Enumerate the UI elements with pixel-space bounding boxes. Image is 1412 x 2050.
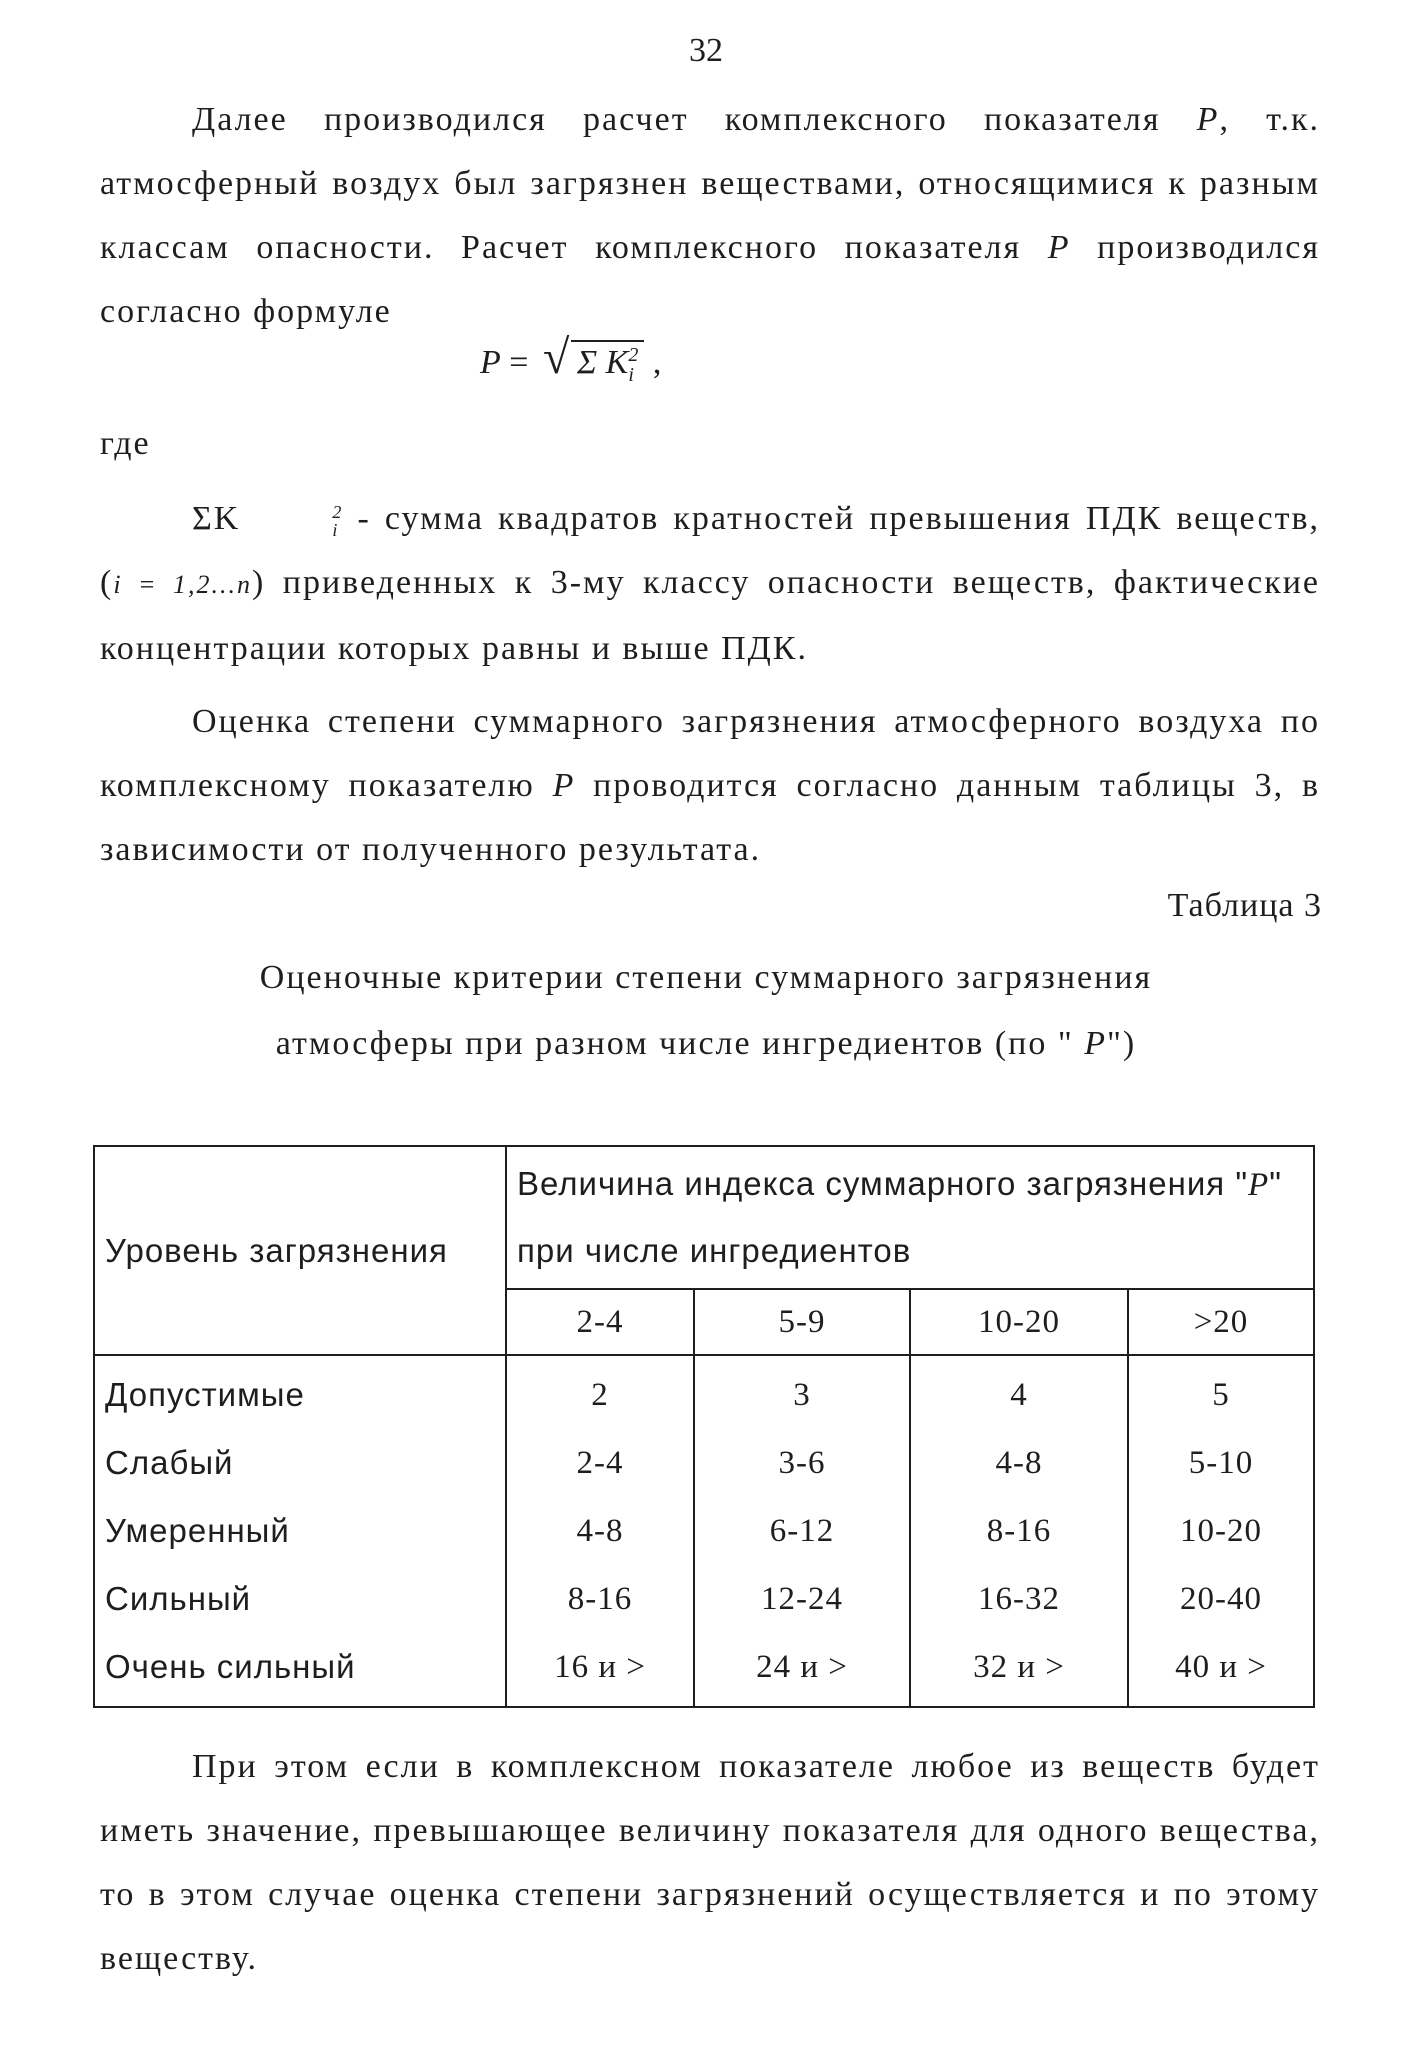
table-cell: 8-16 xyxy=(506,1565,694,1633)
index-range: i = 1,2...n xyxy=(113,570,253,599)
table-cell: 10-20 xyxy=(1128,1497,1314,1565)
table-cell: 5 xyxy=(1128,1355,1314,1429)
header-count: 10-20 xyxy=(910,1289,1128,1355)
page-number: 32 xyxy=(689,32,723,69)
paragraph1-text-a: Далее производился расчет комплексного показателя xyxy=(192,101,1197,138)
table-row xyxy=(94,1355,1314,1429)
formula-sum-k: Σ K xyxy=(576,344,629,381)
table-row xyxy=(94,1429,1314,1497)
row-level-label: Умеренный xyxy=(94,1497,506,1565)
definition-symbol-sub: i xyxy=(332,520,340,541)
header-pollution-level: Уровень загрязнения xyxy=(94,1146,506,1355)
formula-equals: = xyxy=(500,344,537,381)
table-cell: 6-12 xyxy=(694,1497,910,1565)
variable-p: P xyxy=(1196,101,1220,138)
row-level-label: Слабый xyxy=(94,1429,506,1497)
header-count: 5-9 xyxy=(694,1289,910,1355)
table-row xyxy=(94,1633,1314,1707)
definition-text-a: - сумма квадратов кратностей превышения ПДК веществ, ( xyxy=(100,500,1320,601)
formula-trail: , xyxy=(644,344,662,381)
formula-p xyxy=(480,331,662,387)
caption-line2-text-a: атмосферы при разном числе ингредиентов (по " xyxy=(275,1025,1085,1062)
header-index-value xyxy=(506,1146,1314,1289)
formula-radicand xyxy=(571,340,644,385)
variable-p: P xyxy=(1084,1025,1108,1062)
paragraph-assessment xyxy=(100,690,1320,882)
table-cell: 32 и > xyxy=(910,1633,1128,1707)
paragraph2-text-a: Оценка степени суммарного загрязнения атмосферного воздуха по комплексному показателю xyxy=(100,703,1320,804)
paragraph-definition xyxy=(100,487,1320,681)
variable-p: P xyxy=(1047,229,1071,266)
table-caption-line1: Оценочные критерии степени суммарного загрязнения xyxy=(259,959,1153,996)
table-cell: 4-8 xyxy=(506,1497,694,1565)
radical-sign: √ xyxy=(542,331,570,384)
caption-line2-text-b: ") xyxy=(1107,1025,1137,1062)
table-cell: 8-16 xyxy=(910,1497,1128,1565)
formula-superscript: 2 xyxy=(628,344,639,367)
criteria-table xyxy=(93,1145,1315,1708)
definition-text-b: ) приведенных к 3-му классу опасности веществ, фактические концентрации которых равны и выше ПДК. xyxy=(100,564,1320,667)
table-label: Таблица 3 xyxy=(1167,887,1322,924)
variable-p: P xyxy=(552,767,576,804)
paragraph2-text-b: проводится согласно данным таблицы 3, в зависимости от полученного результата. xyxy=(100,767,1320,868)
header-index-text-b: " при числе ингредиентов xyxy=(517,1165,1282,1269)
table-caption-line2 xyxy=(0,1011,1412,1077)
table-cell: 24 и > xyxy=(694,1633,910,1707)
table-cell: 4 xyxy=(910,1355,1128,1429)
table-row xyxy=(94,1497,1314,1565)
table-header-row xyxy=(94,1146,1314,1289)
paragraph1-text-b: , т.к. атмосферный воздух был загрязнен веществами, относящимися к разным классам опасности. Расчет комплексного показателя xyxy=(100,101,1320,266)
table-cell: 2-4 xyxy=(506,1429,694,1497)
table-cell: 16 и > xyxy=(506,1633,694,1707)
definition-symbol-sup: 2 xyxy=(332,502,344,523)
paragraph-closing: При этом если в комплексном показателе любое из веществ будет иметь значение, превышающее величину показателя для одного вещества, то в этом случае оценка степени загрязнений осуществляется и по этому веществу. xyxy=(100,1748,1320,1977)
paragraph1-text-c: производился согласно формуле xyxy=(100,229,1320,330)
table-cell: 20-40 xyxy=(1128,1565,1314,1633)
formula-lhs: P xyxy=(480,344,501,381)
table-cell: 16-32 xyxy=(910,1565,1128,1633)
header-index-text-a: Величина индекса суммарного загрязнения " xyxy=(517,1165,1249,1202)
table-cell: 5-10 xyxy=(1128,1429,1314,1497)
where-label: где xyxy=(100,425,151,462)
formula-subscript: i xyxy=(628,364,634,387)
table-cell: 12-24 xyxy=(694,1565,910,1633)
row-level-label: Допустимые xyxy=(94,1355,506,1429)
table-cell: 2 xyxy=(506,1355,694,1429)
header-count: >20 xyxy=(1128,1289,1314,1355)
definition-symbol-text: ΣK xyxy=(192,500,241,537)
row-level-label: Очень сильный xyxy=(94,1633,506,1707)
definition-symbol xyxy=(192,500,344,541)
table-row xyxy=(94,1565,1314,1633)
table-cell: 3 xyxy=(694,1355,910,1429)
header-count: 2-4 xyxy=(506,1289,694,1355)
row-level-label: Сильный xyxy=(94,1565,506,1633)
table-cell: 3-6 xyxy=(694,1429,910,1497)
paragraph-complex-index-intro xyxy=(100,88,1320,344)
variable-p: P xyxy=(1248,1167,1270,1203)
table-cell: 40 и > xyxy=(1128,1633,1314,1707)
square-root xyxy=(542,331,644,387)
table-caption xyxy=(0,945,1412,1077)
table-cell: 4-8 xyxy=(910,1429,1128,1497)
